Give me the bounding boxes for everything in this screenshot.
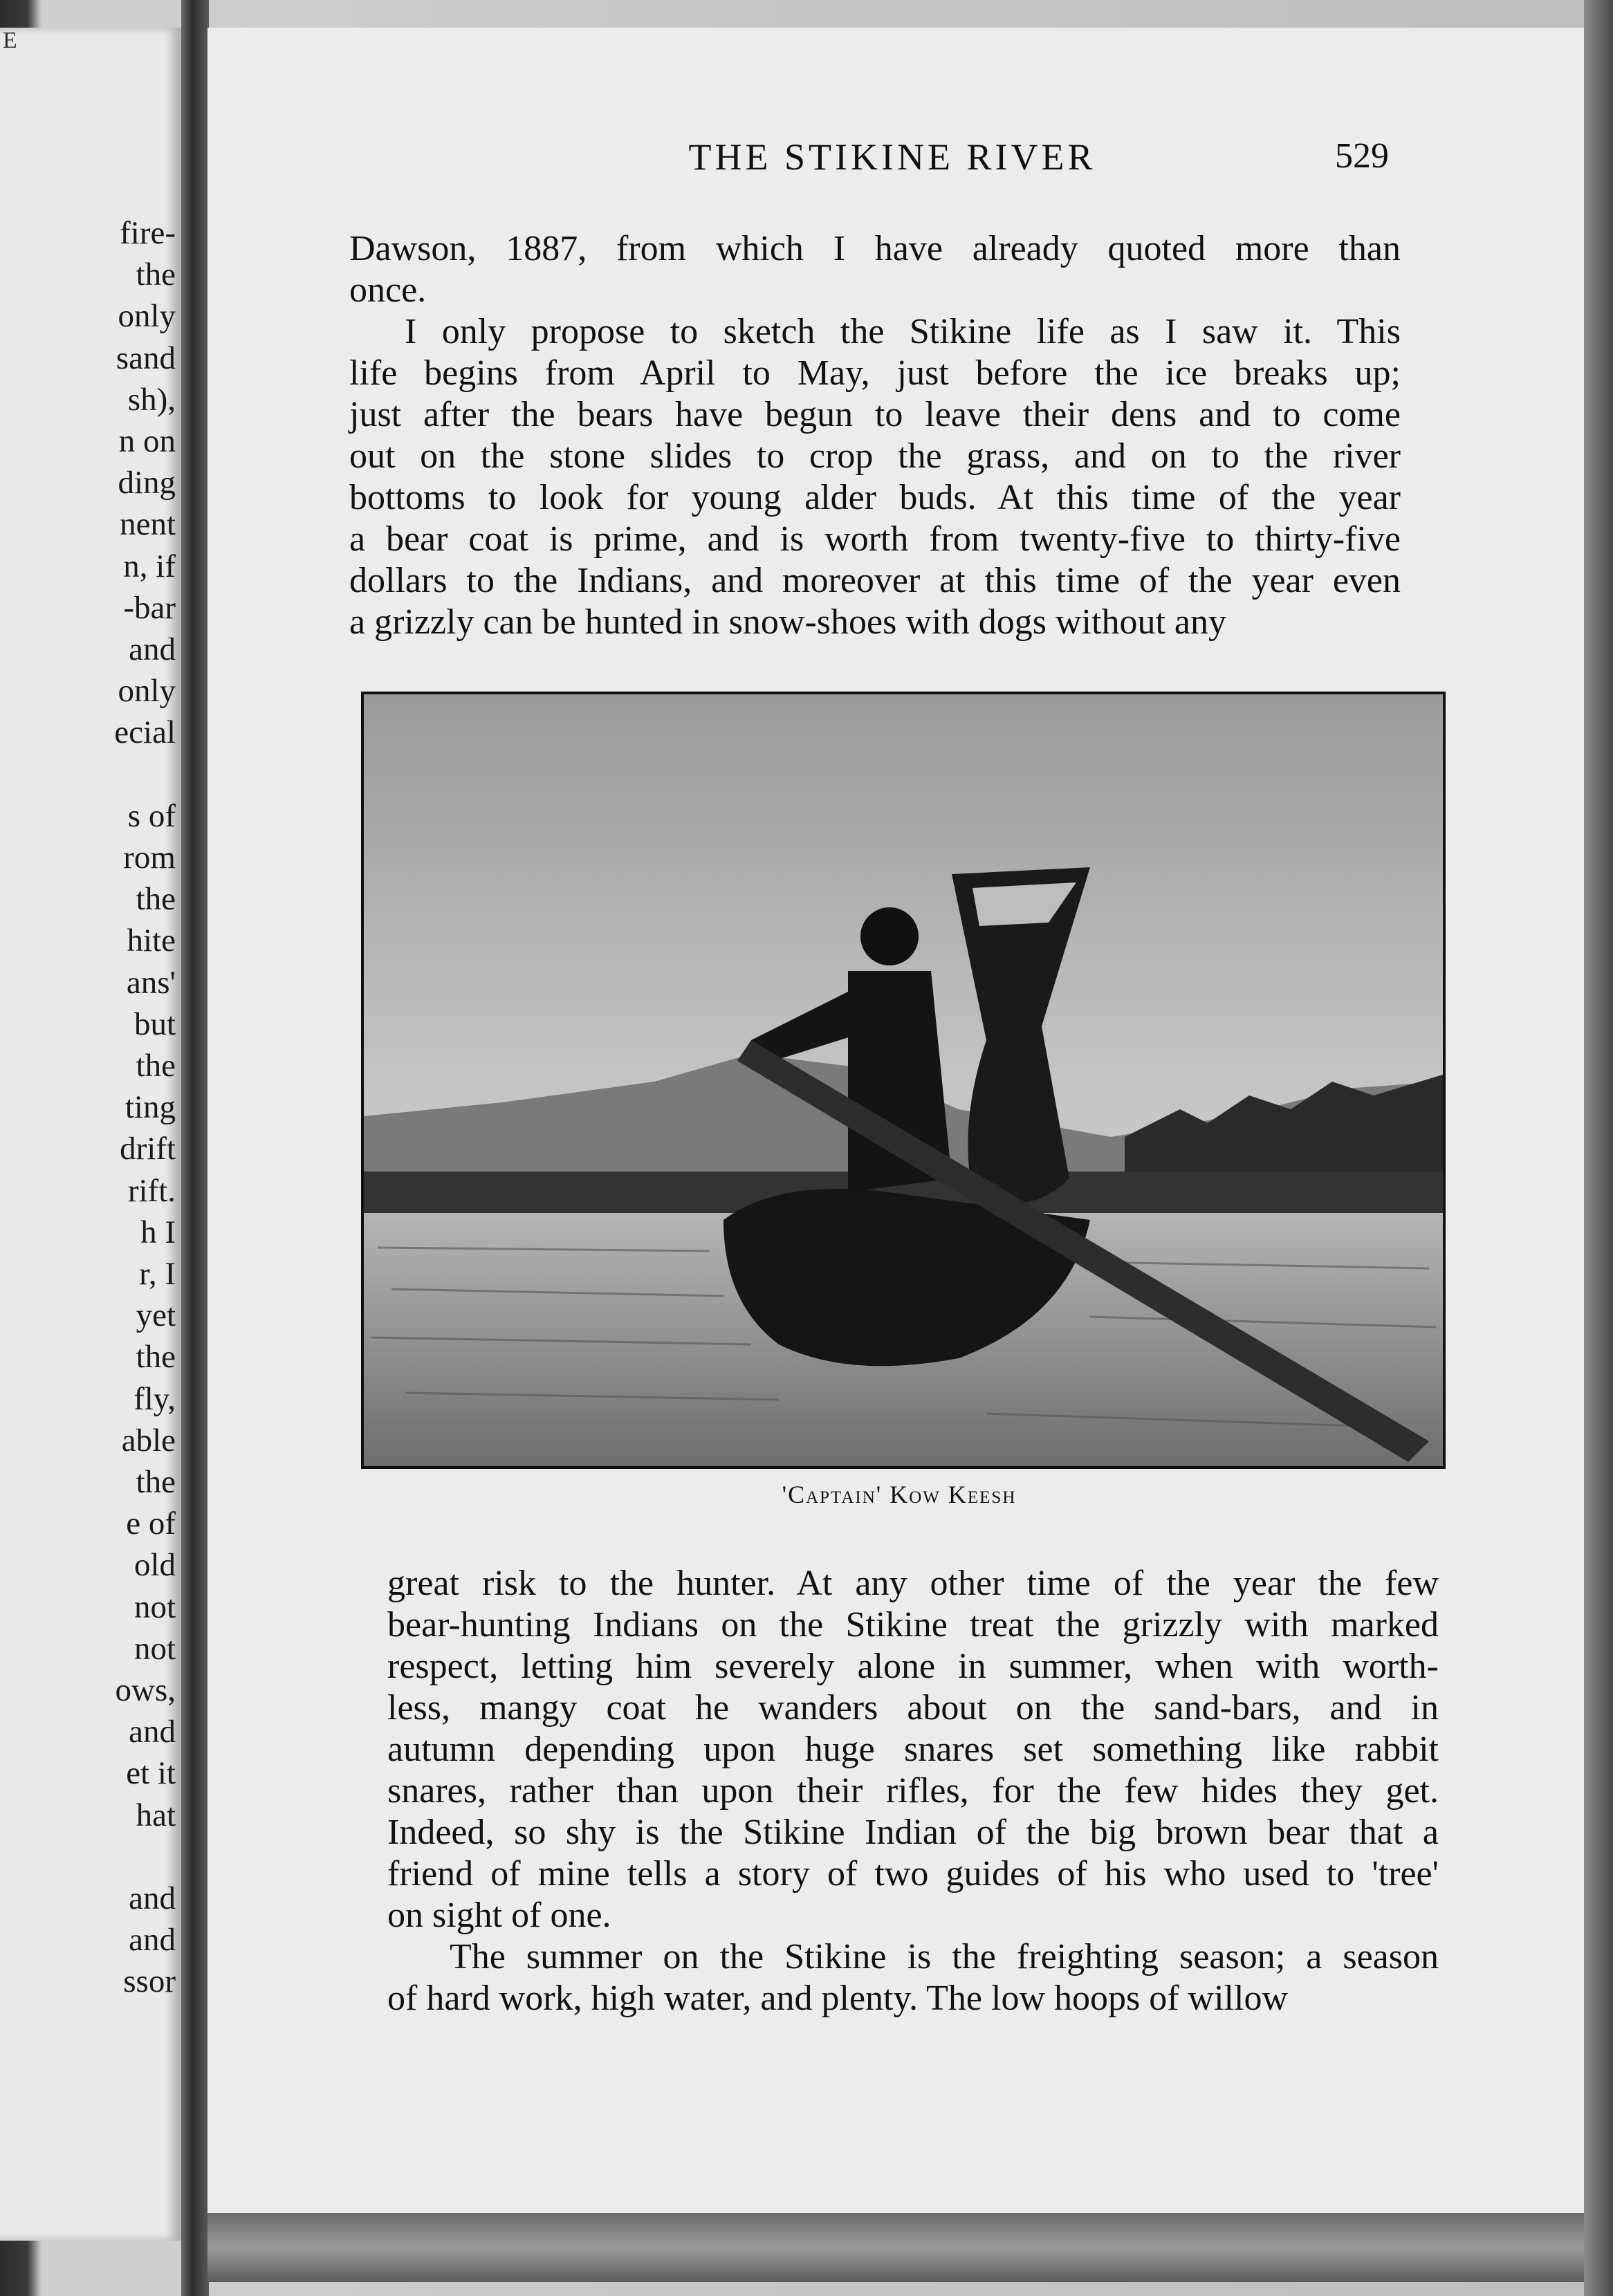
- left-page-line: drift: [120, 1131, 176, 1167]
- left-page-line: and: [129, 631, 176, 667]
- left-page-line: old: [133, 1547, 176, 1584]
- text-line: bear-hunting Indians on the Stikine treat the grizzly with marked: [387, 1605, 1439, 1645]
- page-bottom-edge: [208, 2213, 1584, 2282]
- left-page-line: fly,: [133, 1380, 176, 1417]
- left-page-line: ows,: [115, 1672, 176, 1708]
- left-page-line: sh),: [127, 381, 176, 418]
- left-page-line: hat: [136, 1797, 176, 1833]
- left-page-line: rift.: [127, 1172, 176, 1209]
- left-page-line: ding: [118, 465, 176, 501]
- text-line: great risk to the hunter. At any other time of the year the few: [387, 1564, 1439, 1603]
- left-page-line: hite: [127, 923, 176, 959]
- left-page-line: able: [121, 1422, 176, 1459]
- left-page-line: and: [129, 1880, 176, 1916]
- left-page-line: e of: [126, 1506, 176, 1542]
- left-page-line: the: [136, 1339, 176, 1376]
- left-page-line: et it: [126, 1755, 176, 1792]
- left-page-line: ans': [126, 964, 176, 1001]
- left-page-line: ting: [125, 1089, 176, 1126]
- page-right-edge: [1584, 0, 1613, 2296]
- photograph-figure: [361, 692, 1446, 1469]
- left-page-line: not: [133, 1630, 176, 1667]
- text-line: once.: [349, 270, 427, 310]
- left-page-line: r, I: [139, 1256, 176, 1292]
- left-page-top-mark: E: [3, 28, 17, 53]
- left-page-line: sand: [116, 340, 176, 376]
- text-line: I only propose to sketch the Stikine life as I saw it. This: [405, 312, 1401, 351]
- text-line: autumn depending upon huge snares set something like rabbit: [387, 1730, 1439, 1769]
- photograph-man-in-canoe-icon: [364, 694, 1443, 1466]
- book-gutter: [181, 0, 209, 2296]
- text-line: just after the bears have begun to leave their dens and to come: [349, 395, 1401, 434]
- left-page-line: the: [136, 881, 176, 918]
- text-line: life begins from April to May, just before the ice breaks up;: [349, 353, 1401, 393]
- left-page-fragment: [0, 28, 181, 2241]
- left-page-line: n, if: [123, 548, 176, 584]
- text-line: The summer on the Stikine is the freighting season; a season: [450, 1937, 1439, 1976]
- left-page-line: but: [133, 1006, 176, 1042]
- text-line: out on the stone slides to crop the grass, and on to the river: [349, 436, 1401, 476]
- text-line: bottoms to look for young alder buds. At this time of the year: [349, 478, 1401, 517]
- text-line: friend of mine tells a story of two guides of his who used to 'tree': [387, 1854, 1439, 1894]
- left-page-line: the: [136, 1048, 176, 1084]
- left-page-line: rom: [123, 840, 176, 876]
- text-line: a bear coat is prime, and is worth from twenty-five to thirty-five: [349, 519, 1401, 559]
- page-number: 529: [1335, 136, 1389, 176]
- left-page-line: -bar: [123, 589, 176, 626]
- text-line: dollars to the Indians, and moreover at this time of the year even: [349, 561, 1401, 600]
- text-line: of hard work, high water, and plenty. The low hoops of willow: [387, 1979, 1289, 2018]
- figure-caption: 'Captain' Kow Keesh: [782, 1481, 1017, 1508]
- left-page-line: the: [136, 257, 176, 293]
- left-page-line: h I: [140, 1214, 176, 1250]
- left-page-line: nent: [120, 506, 176, 543]
- text-line: on sight of one.: [387, 1896, 611, 1935]
- left-page-line: ssor: [123, 1963, 176, 2000]
- left-page-line: and: [129, 1922, 176, 1959]
- text-line: a grizzly can be hunted in snow-shoes with dogs without any: [349, 602, 1226, 642]
- left-page-line: n on: [118, 423, 176, 459]
- running-head: THE STIKINE RIVER: [688, 136, 1096, 178]
- text-line: snares, rather than upon their rifles, for the few hides they get.: [387, 1771, 1439, 1811]
- left-page-line: yet: [136, 1297, 176, 1334]
- left-page-line: fire-: [120, 215, 176, 251]
- left-page-line: not: [133, 1589, 176, 1625]
- text-line: Indeed, so shy is the Stikine Indian of the big brown bear that a: [387, 1813, 1439, 1852]
- left-page-line: only: [118, 298, 176, 335]
- left-page-line: s of: [127, 797, 176, 834]
- left-page-line: and: [129, 1714, 176, 1750]
- left-page-line: only: [118, 673, 176, 710]
- left-page-line: ecial: [114, 714, 176, 751]
- text-line: less, mangy coat he wanders about on the sand-bars, and in: [387, 1688, 1439, 1728]
- left-page-line: the: [136, 1464, 176, 1500]
- text-line: respect, letting him severely alone in summer, when with worth-: [387, 1647, 1439, 1686]
- text-line: Dawson, 1887, from which I have already quoted more than: [349, 229, 1401, 268]
